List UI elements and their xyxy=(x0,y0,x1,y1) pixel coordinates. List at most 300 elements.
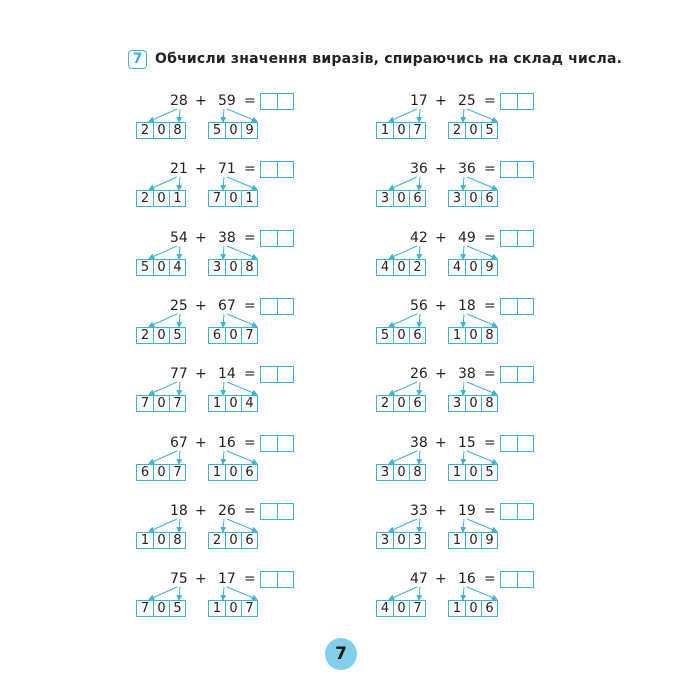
addend-b: 25 xyxy=(458,93,476,109)
arrow-b-units xyxy=(467,109,496,121)
answer-cell[interactable] xyxy=(501,162,518,177)
answer-cell[interactable] xyxy=(261,162,278,177)
units-digit: 9 xyxy=(481,533,497,548)
tens-digit: 1 xyxy=(212,396,222,412)
arrow-b-tens xyxy=(223,109,224,121)
decomposition-a xyxy=(136,190,186,207)
addend-a: 54 xyxy=(170,229,188,246)
decomposition-arrows xyxy=(376,381,556,395)
decomposition-b xyxy=(448,464,498,481)
tens-zero: 0 xyxy=(153,328,169,343)
addend-b: 49 xyxy=(458,229,476,246)
arrow-b-tens xyxy=(223,587,224,599)
answer-cell[interactable] xyxy=(261,94,278,109)
arrow-b-units xyxy=(467,519,496,531)
plus-sign: + xyxy=(195,93,207,109)
equals-sign: = xyxy=(244,571,256,588)
tens-digit: 2 xyxy=(140,191,150,207)
arrow-b-tens xyxy=(463,177,464,189)
tens-digit: 1 xyxy=(212,601,222,617)
decomposition-arrows xyxy=(136,381,316,395)
units-digit: 8 xyxy=(409,465,425,480)
equals-sign: = xyxy=(484,161,496,178)
tens-digit: 2 xyxy=(140,327,150,343)
units-digit: 5 xyxy=(169,601,185,616)
addend-a: 36 xyxy=(410,161,428,178)
arrow-a-tens xyxy=(390,109,417,121)
arrow-a-units xyxy=(179,519,180,531)
answer-cell[interactable] xyxy=(518,94,534,109)
arrow-a-tens xyxy=(150,382,177,394)
tens-zero: 0 xyxy=(153,260,169,275)
decomposition-arrows xyxy=(376,108,556,122)
answer-cell[interactable] xyxy=(518,436,534,451)
arrow-b-tens xyxy=(223,177,224,189)
arrow-b-units xyxy=(227,382,256,394)
tens-zero: 0 xyxy=(393,396,409,411)
tens-zero: 0 xyxy=(465,328,481,343)
plus-sign: + xyxy=(435,93,447,109)
plus-sign: + xyxy=(435,161,447,178)
units-digit: 7 xyxy=(241,601,257,616)
exercise-5 xyxy=(136,229,316,279)
arrow-a-units xyxy=(179,451,180,463)
tens-zero: 0 xyxy=(225,601,241,616)
addend-a: 25 xyxy=(170,297,188,314)
page-number: 7 xyxy=(325,638,357,670)
addend-b: 16 xyxy=(458,571,476,588)
tens-zero: 0 xyxy=(225,260,241,275)
tens-zero: 0 xyxy=(153,601,169,616)
exercise-12 xyxy=(376,434,556,484)
arrow-a-units xyxy=(419,109,420,121)
tens-zero: 0 xyxy=(465,465,481,480)
addend-b: 16 xyxy=(218,434,236,451)
addend-a: 21 xyxy=(170,161,188,178)
equals-sign: = xyxy=(244,502,256,519)
plus-sign: + xyxy=(195,229,207,246)
units-digit: 7 xyxy=(241,328,257,343)
tens-digit: 4 xyxy=(452,259,462,275)
units-digit: 5 xyxy=(481,123,497,138)
addend-a: 18 xyxy=(170,502,188,519)
decomposition-b xyxy=(208,600,258,617)
equals-sign: = xyxy=(244,297,256,314)
addend-a: 28 xyxy=(170,93,188,109)
equals-sign: = xyxy=(484,434,496,451)
tens-digit: 4 xyxy=(380,259,390,275)
arrow-a-units xyxy=(179,314,180,326)
equals-sign: = xyxy=(244,366,256,383)
units-digit: 8 xyxy=(481,328,497,343)
units-digit: 5 xyxy=(481,465,497,480)
decomposition-arrows xyxy=(376,450,556,464)
decomposition-a xyxy=(376,600,426,617)
arrow-b-tens xyxy=(223,246,224,258)
arrow-b-tens xyxy=(463,382,464,394)
exercise-13 xyxy=(136,502,316,552)
equals-sign: = xyxy=(484,297,496,314)
arrow-a-tens xyxy=(390,519,417,531)
arrow-a-tens xyxy=(150,587,177,599)
tens-zero: 0 xyxy=(153,191,169,206)
tens-zero: 0 xyxy=(465,123,481,138)
answer-cell[interactable] xyxy=(518,299,534,314)
tens-zero: 0 xyxy=(393,533,409,548)
answer-cell[interactable] xyxy=(518,504,534,519)
answer-cell[interactable] xyxy=(278,94,294,109)
tens-zero: 0 xyxy=(153,465,169,480)
arrow-b-tens xyxy=(463,519,464,531)
equals-sign: = xyxy=(484,571,496,588)
tens-digit: 4 xyxy=(380,601,390,617)
units-digit: 6 xyxy=(481,191,497,206)
answer-cell[interactable] xyxy=(261,504,278,519)
plus-sign: + xyxy=(195,366,207,383)
units-digit: 1 xyxy=(241,191,257,206)
units-digit: 3 xyxy=(409,533,425,548)
exercise-1 xyxy=(136,92,316,142)
answer-cell[interactable] xyxy=(501,299,518,314)
decomposition-a xyxy=(136,600,186,617)
arrow-b-tens xyxy=(463,109,464,121)
arrow-b-units xyxy=(467,314,496,326)
decomposition-a xyxy=(376,259,426,276)
plus-sign: + xyxy=(195,502,207,519)
arrow-a-tens xyxy=(390,451,417,463)
decomposition-arrows xyxy=(136,313,316,327)
answer-cell[interactable] xyxy=(261,299,278,314)
tens-zero: 0 xyxy=(153,123,169,138)
arrow-b-units xyxy=(227,314,256,326)
units-digit: 6 xyxy=(241,465,257,480)
decomposition-arrows xyxy=(376,518,556,532)
exercise-2 xyxy=(376,92,556,142)
decomposition-b xyxy=(208,532,258,549)
arrow-a-tens xyxy=(390,246,417,258)
tens-zero: 0 xyxy=(393,601,409,616)
decomposition-b xyxy=(208,190,258,207)
answer-cell[interactable] xyxy=(501,504,518,519)
tens-digit: 5 xyxy=(380,327,390,343)
tens-digit: 7 xyxy=(212,191,222,207)
tens-zero: 0 xyxy=(225,328,241,343)
addend-a: 47 xyxy=(410,571,428,588)
arrow-a-tens xyxy=(390,587,417,599)
answer-cell[interactable] xyxy=(501,436,518,451)
answer-cell[interactable] xyxy=(518,367,534,382)
tens-digit: 3 xyxy=(380,191,390,207)
units-digit: 7 xyxy=(169,396,185,411)
decomposition-arrows xyxy=(376,176,556,190)
addend-b: 19 xyxy=(458,502,476,519)
task-title: Обчисли значення виразів, спираючись на склад числа. xyxy=(155,51,623,67)
arrow-a-units xyxy=(419,587,420,599)
arrow-b-tens xyxy=(223,382,224,394)
plus-sign: + xyxy=(435,366,447,383)
tens-zero: 0 xyxy=(225,396,241,411)
decomposition-b xyxy=(448,190,498,207)
tens-zero: 0 xyxy=(225,123,241,138)
plus-sign: + xyxy=(435,502,447,519)
tens-zero: 0 xyxy=(465,533,481,548)
answer-cell[interactable] xyxy=(278,162,294,177)
decomposition-arrows xyxy=(136,518,316,532)
arrow-a-tens xyxy=(150,109,177,121)
units-digit: 6 xyxy=(409,191,425,206)
addend-b: 59 xyxy=(218,93,236,109)
arrow-a-tens xyxy=(150,246,177,258)
exercise-10 xyxy=(376,365,556,415)
decomposition-a xyxy=(376,532,426,549)
arrow-a-units xyxy=(179,246,180,258)
addend-b: 38 xyxy=(458,366,476,383)
tens-zero: 0 xyxy=(465,191,481,206)
decomposition-a xyxy=(376,327,426,344)
decomposition-a xyxy=(136,464,186,481)
addend-b: 67 xyxy=(218,297,236,314)
plus-sign: + xyxy=(195,297,207,314)
tens-zero: 0 xyxy=(153,396,169,411)
addend-b: 15 xyxy=(458,434,476,451)
tens-zero: 0 xyxy=(465,601,481,616)
decomposition-b xyxy=(208,327,258,344)
exercise-16 xyxy=(376,570,556,620)
tens-digit: 2 xyxy=(140,123,150,138)
tens-zero: 0 xyxy=(225,533,241,548)
decomposition-b xyxy=(208,259,258,276)
tens-zero: 0 xyxy=(393,328,409,343)
answer-cell[interactable] xyxy=(278,504,294,519)
arrow-b-units xyxy=(227,519,256,531)
equals-sign: = xyxy=(244,161,256,178)
plus-sign: + xyxy=(435,229,447,246)
tens-digit: 6 xyxy=(212,327,222,343)
arrow-b-units xyxy=(467,177,496,189)
plus-sign: + xyxy=(195,571,207,588)
addend-a: 26 xyxy=(410,366,428,383)
addend-b: 36 xyxy=(458,161,476,178)
addend-a: 77 xyxy=(170,366,188,383)
units-digit: 2 xyxy=(409,260,425,275)
exercise-6 xyxy=(376,229,556,279)
addend-b: 17 xyxy=(218,571,236,588)
addend-b: 38 xyxy=(218,229,236,246)
units-digit: 7 xyxy=(409,123,425,138)
equals-sign: = xyxy=(244,229,256,246)
tens-digit: 3 xyxy=(380,464,390,480)
arrow-a-units xyxy=(419,246,420,258)
tens-digit: 3 xyxy=(452,191,462,207)
units-digit: 1 xyxy=(169,191,185,206)
decomposition-arrows xyxy=(136,176,316,190)
decomposition-b xyxy=(208,395,258,412)
arrow-b-tens xyxy=(463,314,464,326)
units-digit: 6 xyxy=(409,328,425,343)
decomposition-a xyxy=(136,395,186,412)
tens-digit: 7 xyxy=(140,396,150,412)
equals-sign: = xyxy=(484,366,496,383)
tens-zero: 0 xyxy=(393,465,409,480)
tens-digit: 2 xyxy=(212,532,222,548)
answer-cell[interactable] xyxy=(278,367,294,382)
units-digit: 6 xyxy=(481,601,497,616)
answer-cell[interactable] xyxy=(278,231,294,246)
tens-digit: 1 xyxy=(140,532,150,548)
plus-sign: + xyxy=(195,434,207,451)
arrow-a-tens xyxy=(390,382,417,394)
arrow-b-units xyxy=(467,587,496,599)
decomposition-arrows xyxy=(136,108,316,122)
addend-a: 17 xyxy=(410,93,428,109)
plus-sign: + xyxy=(435,571,447,588)
units-digit: 8 xyxy=(481,396,497,411)
decomposition-arrows xyxy=(136,586,316,600)
answer-cell[interactable] xyxy=(261,572,278,587)
plus-sign: + xyxy=(435,434,447,451)
units-digit: 9 xyxy=(481,260,497,275)
exercise-15 xyxy=(136,570,316,620)
answer-cell[interactable] xyxy=(278,572,294,587)
decomposition-arrows xyxy=(376,586,556,600)
decomposition-a xyxy=(136,122,186,139)
arrow-b-tens xyxy=(463,451,464,463)
arrow-a-tens xyxy=(390,314,417,326)
tens-zero: 0 xyxy=(225,465,241,480)
answer-cell[interactable] xyxy=(501,572,518,587)
arrow-a-tens xyxy=(390,177,417,189)
arrow-a-tens xyxy=(150,519,177,531)
arrow-b-units xyxy=(227,177,256,189)
answer-cell[interactable] xyxy=(261,231,278,246)
decomposition-b xyxy=(208,464,258,481)
units-digit: 7 xyxy=(169,465,185,480)
arrow-b-tens xyxy=(223,314,224,326)
exercise-8 xyxy=(376,297,556,347)
equals-sign: = xyxy=(484,93,496,109)
addend-a: 75 xyxy=(170,571,188,588)
exercise-9 xyxy=(136,365,316,415)
decomposition-arrows xyxy=(376,313,556,327)
arrow-b-units xyxy=(467,382,496,394)
exercise-3 xyxy=(136,160,316,210)
decomposition-b xyxy=(448,122,498,139)
equals-sign: = xyxy=(244,434,256,451)
decomposition-arrows xyxy=(376,245,556,259)
arrow-a-units xyxy=(179,177,180,189)
tens-zero: 0 xyxy=(393,123,409,138)
arrow-a-units xyxy=(419,451,420,463)
tens-digit: 3 xyxy=(212,259,222,275)
answer-cell[interactable] xyxy=(278,299,294,314)
tens-zero: 0 xyxy=(465,396,481,411)
units-digit: 6 xyxy=(241,533,257,548)
tens-digit: 5 xyxy=(140,259,150,275)
answer-cell[interactable] xyxy=(278,436,294,451)
tens-digit: 1 xyxy=(452,532,462,548)
arrow-b-units xyxy=(227,109,256,121)
units-digit: 6 xyxy=(409,396,425,411)
decomposition-b xyxy=(448,327,498,344)
addend-a: 33 xyxy=(410,502,428,519)
addend-a: 38 xyxy=(410,434,428,451)
addend-a: 67 xyxy=(170,434,188,451)
decomposition-a xyxy=(136,259,186,276)
units-digit: 7 xyxy=(409,601,425,616)
decomposition-b xyxy=(448,600,498,617)
tens-zero: 0 xyxy=(393,191,409,206)
arrow-b-units xyxy=(227,246,256,258)
arrow-a-units xyxy=(419,314,420,326)
equals-sign: = xyxy=(484,229,496,246)
decomposition-a xyxy=(376,395,426,412)
arrow-a-units xyxy=(179,109,180,121)
decomposition-a xyxy=(376,190,426,207)
units-digit: 8 xyxy=(169,123,185,138)
answer-cell[interactable] xyxy=(501,94,518,109)
tens-digit: 7 xyxy=(140,601,150,617)
answer-cell[interactable] xyxy=(501,231,518,246)
decomposition-arrows xyxy=(136,450,316,464)
arrow-a-units xyxy=(419,519,420,531)
plus-sign: + xyxy=(195,161,207,178)
arrow-b-tens xyxy=(463,246,464,258)
arrow-a-tens xyxy=(150,451,177,463)
arrow-b-tens xyxy=(223,451,224,463)
decomposition-a xyxy=(136,532,186,549)
tens-zero: 0 xyxy=(153,533,169,548)
answer-cell[interactable] xyxy=(501,367,518,382)
addend-b: 18 xyxy=(458,297,476,314)
arrow-a-units xyxy=(179,382,180,394)
answer-cell[interactable] xyxy=(261,436,278,451)
answer-cell[interactable] xyxy=(261,367,278,382)
decomposition-b xyxy=(448,532,498,549)
answer-cell[interactable] xyxy=(518,231,534,246)
tens-digit: 5 xyxy=(212,123,222,138)
units-digit: 4 xyxy=(241,396,257,411)
decomposition-b xyxy=(448,259,498,276)
tens-digit: 1 xyxy=(452,601,462,617)
arrow-a-units xyxy=(419,177,420,189)
arrow-a-tens xyxy=(150,177,177,189)
arrow-b-units xyxy=(467,451,496,463)
units-digit: 8 xyxy=(169,533,185,548)
addend-b: 26 xyxy=(218,502,236,519)
answer-cell[interactable] xyxy=(518,162,534,177)
tens-digit: 1 xyxy=(380,123,390,138)
units-digit: 9 xyxy=(241,123,257,138)
task-number-badge: 7 xyxy=(128,50,147,69)
units-digit: 8 xyxy=(241,260,257,275)
arrow-a-tens xyxy=(150,314,177,326)
arrow-b-units xyxy=(467,246,496,258)
answer-cell[interactable] xyxy=(518,572,534,587)
decomposition-b xyxy=(208,122,258,139)
arrow-b-units xyxy=(227,451,256,463)
tens-digit: 1 xyxy=(212,464,222,480)
decomposition-arrows xyxy=(136,245,316,259)
decomposition-a xyxy=(376,464,426,481)
addend-b: 14 xyxy=(218,366,236,383)
arrow-b-tens xyxy=(223,519,224,531)
tens-zero: 0 xyxy=(465,260,481,275)
tens-digit: 6 xyxy=(140,464,150,480)
exercise-4 xyxy=(376,160,556,210)
tens-digit: 1 xyxy=(452,464,462,480)
decomposition-b xyxy=(448,395,498,412)
tens-zero: 0 xyxy=(225,191,241,206)
